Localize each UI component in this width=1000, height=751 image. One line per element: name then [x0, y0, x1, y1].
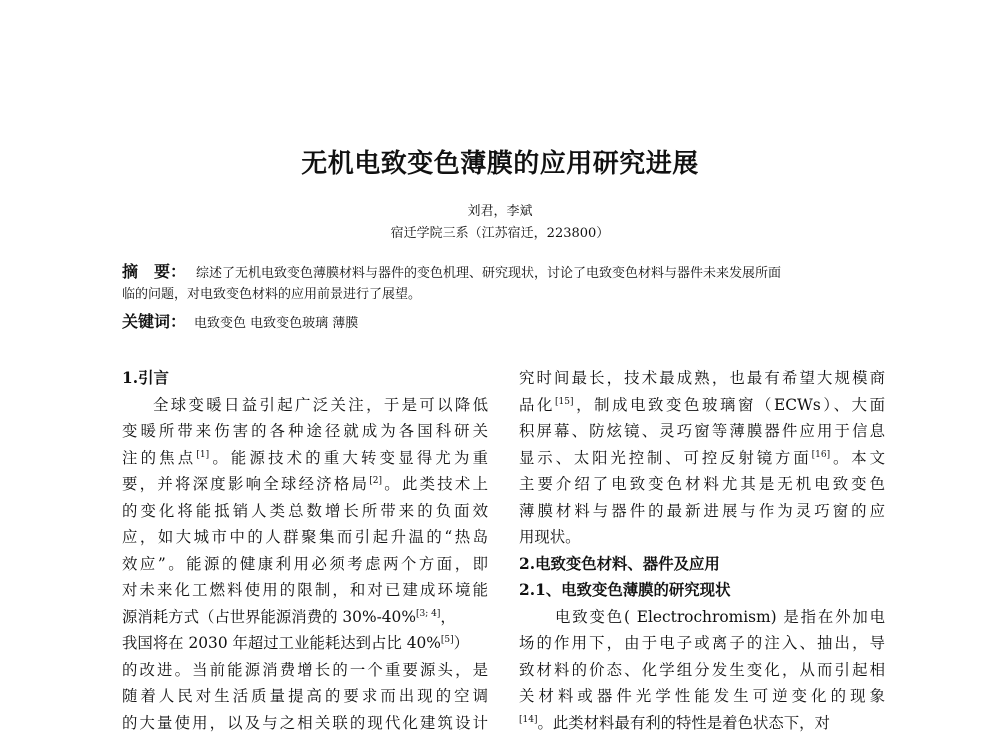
text-line: 应，如大城市中的人群聚集而引起升温的“热岛	[122, 528, 488, 546]
citation-ref: [1]	[196, 449, 210, 460]
abstract-label: 摘 要：	[122, 262, 187, 281]
citation-ref: [14]	[519, 714, 538, 725]
right-column	[519, 365, 885, 736]
abstract-text-1: 综述了无机电致变色薄膜材料与器件的变色机理、研究现状，讨论了电致变色材料与器件未来发展所面	[196, 266, 782, 281]
keywords-text: 电致变色 电致变色玻璃 薄膜	[194, 316, 359, 331]
text-line: 场的作用下，由于电子或离子的注入、抽出，导	[519, 634, 885, 652]
text-line	[122, 630, 488, 657]
text-line: 用现状。	[519, 528, 581, 546]
text-line	[122, 445, 488, 472]
text-line	[519, 392, 885, 419]
text-run: 。此类技术上	[382, 475, 488, 493]
text-run: 品化	[519, 395, 555, 414]
text-run: 源消耗方式（占世界能源消费的 30%-40%	[122, 607, 416, 626]
text-line: 变暖所带来伤害的各种途径就成为各国科研关	[122, 422, 488, 440]
paper-title: 无机电致变色薄膜的应用研究进展	[301, 149, 699, 179]
citation-ref: [5]	[440, 635, 454, 645]
text-line: 电致变色( Electrochromism) 是指在外加电	[555, 607, 885, 626]
text-line: 关材料或器件光学性能发生可逆变化的现象	[519, 687, 885, 705]
text-line	[122, 471, 488, 498]
text-run: 。本文	[830, 448, 885, 467]
text-run: 我国将在 2030 年超过工业能耗达到占比 40%	[122, 634, 441, 652]
authors: 刘君，李斌	[467, 204, 533, 219]
citation-ref: [2]	[369, 476, 383, 486]
citation-ref: [15]	[555, 396, 574, 407]
text-run: ，	[440, 607, 456, 626]
text-run: 。此类材料最有利的特性是着色状态下，对	[537, 713, 830, 732]
text-run: ，制成电致变色玻璃窗（ECWs）、大面	[573, 395, 885, 414]
text-line: 主要介绍了电致变色材料尤其是无机电致变色	[519, 475, 885, 493]
left-column	[122, 365, 488, 736]
text-line: 的变化将能抵销人类总数增长所带来的负面效	[122, 501, 488, 520]
subsection-heading: 2.1、电致变色薄膜的研究现状	[519, 581, 731, 599]
text-run: 注的焦点	[122, 448, 197, 467]
text-line	[519, 445, 885, 472]
citation-ref: [3; 4]	[415, 608, 441, 619]
text-line: 效应”。能源的健康利用必须考虑两个方面，即	[122, 554, 488, 573]
abstract-text-2: 临的问题，对电致变色材料的应用前景进行了展望。	[122, 287, 422, 302]
text-line: 对未来化工燃料使用的限制，和对已建成环境能	[122, 581, 488, 599]
section-heading-materials: 2.电致变色材料、器件及应用	[519, 554, 720, 573]
text-line: 随着人民对生活质量提高的要求而出现的空调	[122, 687, 488, 705]
keywords-label: 关键词：	[122, 312, 187, 331]
section-heading-intro: 1.引言	[122, 369, 169, 387]
text-line: 全球变暖日益引起广泛关注，于是可以降低	[153, 395, 488, 414]
citation-ref: [16]	[811, 449, 831, 460]
text-run: 要，并将深度影响全球经济格局	[122, 475, 370, 493]
text-run: 。能源技术的重大转变显得尤为重	[209, 448, 488, 467]
text-line: 究时间最长，技术最成熟，也最有希望大规模商	[519, 369, 885, 387]
keywords	[122, 311, 884, 334]
text-line	[122, 604, 488, 631]
text-line: 薄膜材料与器件的最新进展与作为灵巧窗的应	[519, 501, 885, 520]
abstract	[122, 261, 884, 305]
text-run: 显示、太阳光控制、可控反射镜方面	[519, 448, 812, 467]
text-line: 的大量使用，以及与之相关联的现代化建筑设计	[122, 713, 488, 732]
text-line	[519, 710, 885, 737]
text-run: ）	[453, 634, 470, 652]
text-line: 的改进。当前能源消费增长的一个重要源头，是	[122, 660, 488, 679]
affiliation: 宿迁学院三系（江苏宿迁，223800）	[390, 226, 610, 241]
text-line: 致材料的价态、化学组分发生变化，从而引起相	[519, 660, 885, 679]
text-line: 积屏幕、防炫镜、灵巧窗等薄膜器件应用于信息	[519, 422, 885, 440]
